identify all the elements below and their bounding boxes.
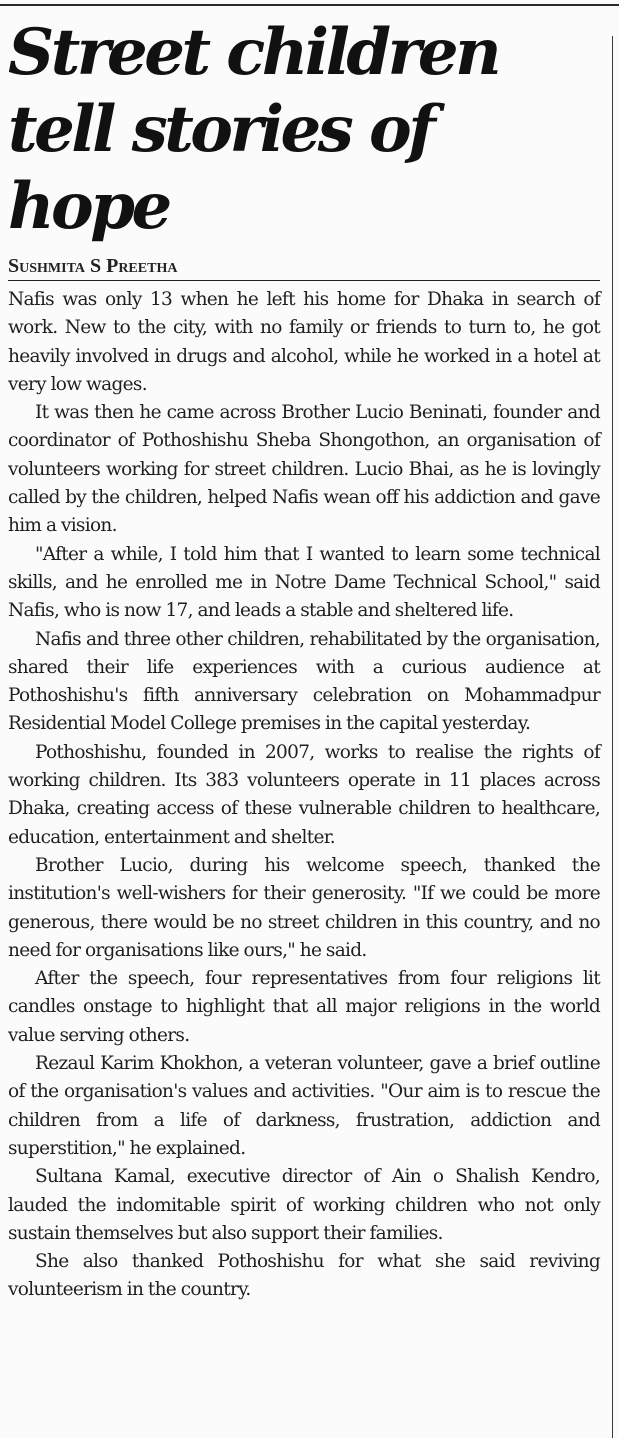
top-rule (0, 4, 619, 6)
paragraph: Brother Lucio, during his welcome speech, thanked the institution's well-wishers for their generosity. "If we could be more generous, there would be no street children in this country, and no need for organisations like ours," he said. (8, 854, 600, 961)
article-body (8, 286, 600, 1305)
column-rule (612, 36, 613, 1438)
byline: Sushmita S Preetha (8, 254, 600, 281)
paragraph: She also thanked Pothoshishu for what she said reviving volunteerism in the country. (8, 1251, 600, 1301)
paragraph: Nafis and three other children, rehabilitated by the organisation, shared their life experiences with a curious audience at Pothoshishu's fifth anniversary celebration on Mohammadpur Residential Model College premises in the capital yesterday. (8, 628, 600, 735)
paragraph: Sultana Kamal, executive director of Ain o Shalish Kendro, lauded the indomitable spirit of working children who not only sustain themselves but also support their families. (8, 1166, 600, 1244)
article (8, 14, 600, 1305)
paragraph: Rezaul Karim Khokhon, a veteran volunteer, gave a brief outline of the organisation's values and activities. "Our aim is to rescue the children from a life of darkness, frustration, addiction and superstition," he explained. (8, 1053, 600, 1159)
headline: Street children tell stories of hope (8, 15, 499, 244)
paragraph: After the speech, four representatives from four religions lit candles onstage to highlight that all major religions in the world value serving others. (8, 968, 600, 1046)
paragraph: "After a while, I told him that I wanted to learn some technical skills, and he enrolled me in Notre Dame Technical School," said Nafis, who is now 17, and leads a stable and sheltered life. (8, 543, 600, 622)
paragraph: Pothoshishu, founded in 2007, works to realise the rights of working children. Its 383 volunteers operate in 11 places across Dhaka, creating access of these vulnerable children to healthcare, education, entertainment and shelter. (8, 741, 600, 848)
paragraph: It was then he came across Brother Lucio Beninati, founder and coordinator of Pothoshishu Sheba Shongothon, an organisation of volunteers working for street children. Lucio Bhai, as he is lovingly called by the children, helped Nafis wean off his addiction and gave him a vision. (8, 402, 600, 537)
paragraph: Nafis was only 13 when he left his home for Dhaka in search of work. New to the city, with no family or friends to turn to, he got heavily involved in drugs and alcohol, while he worked in a hotel at very low wages. (8, 289, 600, 395)
